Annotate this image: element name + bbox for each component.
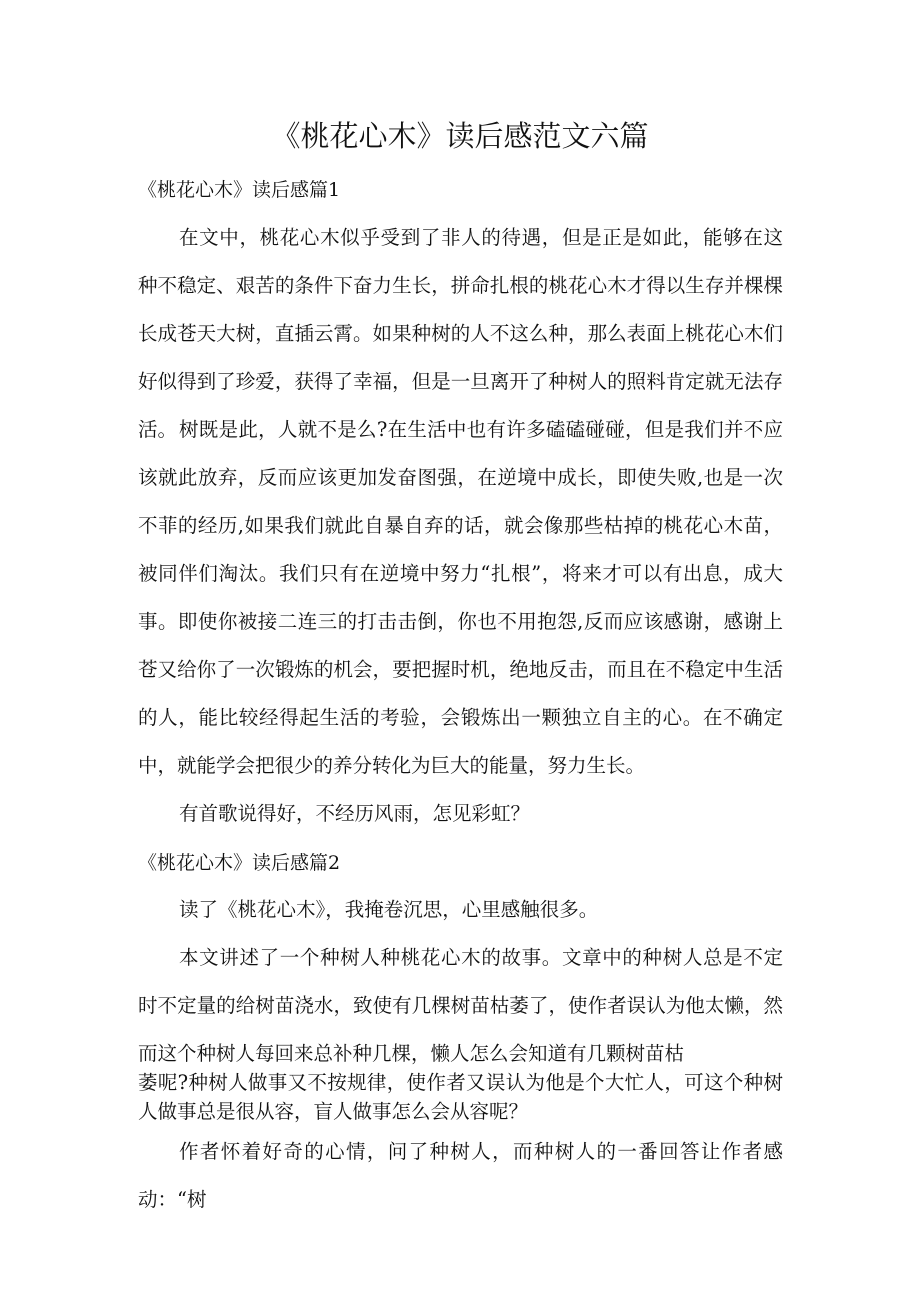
section-1-paragraph-1: 在文中，桃花心木似乎受到了非人的待遇，但是正是如此，能够在这种不稳定、艰苦的条件下奋力生长，拼命扎根的桃花心木才得以生存并棵棵长成苍天大树，直插云霄。如果种树的人不这么种，那么表面上桃花心木们好似得到了珍爱，获得了幸福，但是一旦离开了种树人的照料肯定就无法存活。 — [138, 226, 783, 441]
document-title: 《桃花心木》读后感范文六篇 — [271, 119, 649, 153]
section-1-paragraph-3: 有首歌说得好，不经历风雨，怎见彩虹？ — [179, 802, 531, 825]
section-2-paragraph-3: 作者怀着好奇的心情，问了种树人，而种树人的一番回答让作者感动：“树 — [138, 1140, 783, 1211]
section-2-paragraph-2-continued: 萎呢?种树人做事又不按规律，使作者又误认为他是个大忙人，可这个种树人做事总是很从容，盲人做事怎么会从容呢？ — [138, 1071, 783, 1123]
section-2-paragraph-1: 读了《桃花心木》，我掩卷沉思，心里感触很多。 — [179, 898, 599, 921]
section-heading-1: 《桃花心木》读后感篇1 — [138, 179, 341, 201]
section-1-paragraph-2: 树既是此，人就不是么?在生活中也有许多磕磕碰碰，但是我们并不应该就此放弃，反而应该更加发奋图强，在逆境中成长，即使失败,也是一次不菲的经历,如果我们就此自暴自弃的话，就会像那些枯掉的桃花心木苗，被同伴们淘汰。我们只有在逆境中努力“扎根”，将来才可以有出息，成大事。即使你被接二连三的打击击倒，你也不用抱怨,反而应该感谢，感谢上苍又给你了一次锻炼的机会，要把握时机，绝地反击，而且在不稳定中生活的人，能比较经得起生活的考验，会锻炼出一颗独立自主的心。在不确定中，就能学会把很少的养分转化为巨大的能量，努力生长。 — [138, 418, 783, 777]
section-2-paragraph-2: 本文讲述了一个种树人种桃花心木的故事。文章中的种树人总是不定时不定量的给树苗浇水，致使有几棵树苗枯萎了，使作者误认为他太懒，然而这个种树人每回来总补种几棵，懒人怎么会知道有几颗树苗枯 — [138, 946, 783, 1065]
section-heading-2: 《桃花心木》读后感篇2 — [138, 852, 341, 874]
